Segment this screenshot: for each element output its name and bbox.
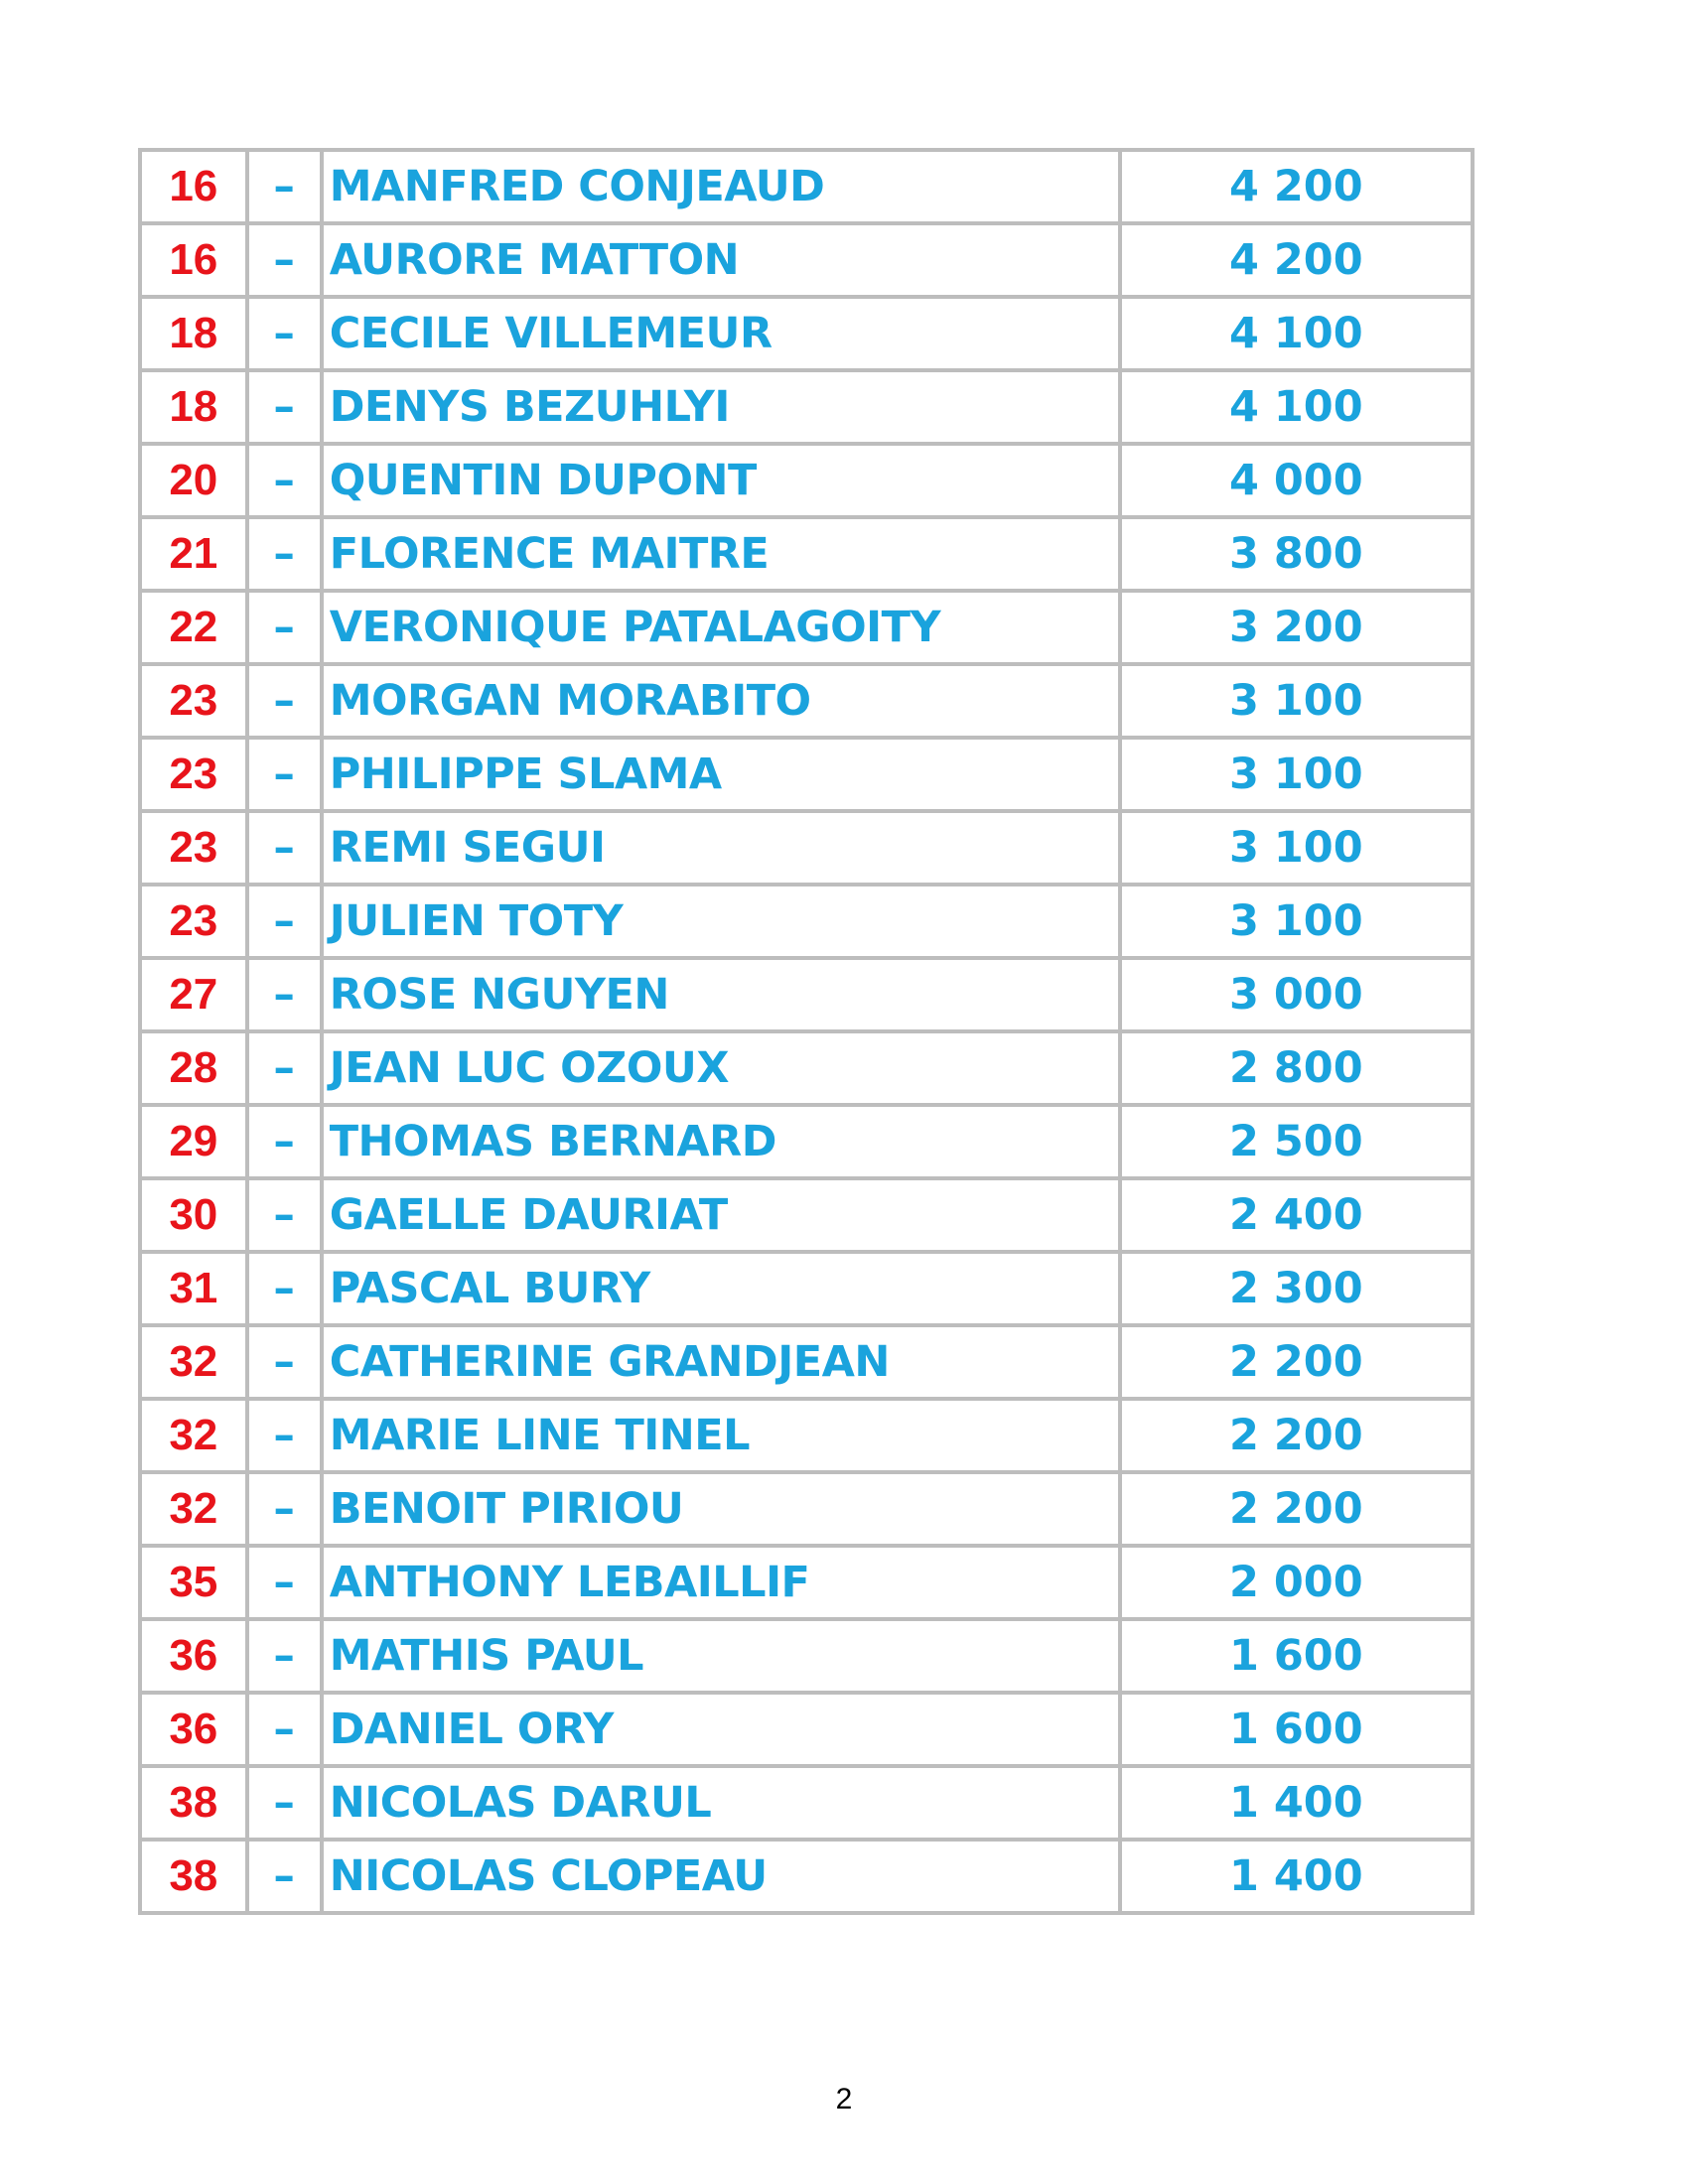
separator-cell: –	[247, 1546, 322, 1619]
table-row	[140, 958, 1473, 1031]
separator-cell: –	[247, 811, 322, 885]
name-cell: PASCAL BURY	[322, 1252, 1120, 1325]
score-cell: 4 100	[1120, 297, 1473, 370]
name-cell: DANIEL ORY	[322, 1693, 1120, 1766]
table-row	[140, 738, 1473, 811]
rank-cell: 18	[140, 297, 247, 370]
table-row	[140, 1840, 1473, 1913]
rank-cell: 29	[140, 1105, 247, 1178]
table-row	[140, 150, 1473, 223]
table-row	[140, 664, 1473, 738]
name-cell: AURORE MATTON	[322, 223, 1120, 297]
separator-cell: –	[247, 223, 322, 297]
name-cell: THOMAS BERNARD	[322, 1105, 1120, 1178]
rank-cell: 16	[140, 223, 247, 297]
table-row	[140, 1693, 1473, 1766]
separator-cell: –	[247, 664, 322, 738]
rank-cell: 23	[140, 811, 247, 885]
separator-cell: –	[247, 370, 322, 444]
separator-cell: –	[247, 1252, 322, 1325]
separator-cell: –	[247, 1325, 322, 1399]
score-cell: 2 200	[1120, 1325, 1473, 1399]
separator-cell: –	[247, 297, 322, 370]
separator-cell: –	[247, 517, 322, 591]
table-row	[140, 1178, 1473, 1252]
ranking-table	[138, 148, 1475, 1915]
rank-cell: 18	[140, 370, 247, 444]
separator-cell: –	[247, 1693, 322, 1766]
separator-cell: –	[247, 1031, 322, 1105]
score-cell: 2 800	[1120, 1031, 1473, 1105]
table-row	[140, 223, 1473, 297]
table-row	[140, 1766, 1473, 1840]
score-cell: 3 100	[1120, 738, 1473, 811]
table-row	[140, 517, 1473, 591]
score-cell: 3 800	[1120, 517, 1473, 591]
score-cell: 2 200	[1120, 1472, 1473, 1546]
table-row	[140, 1031, 1473, 1105]
score-cell: 3 100	[1120, 885, 1473, 958]
table-row	[140, 1546, 1473, 1619]
name-cell: ROSE NGUYEN	[322, 958, 1120, 1031]
score-cell: 1 400	[1120, 1766, 1473, 1840]
table-row	[140, 297, 1473, 370]
separator-cell: –	[247, 150, 322, 223]
separator-cell: –	[247, 1766, 322, 1840]
score-cell: 3 100	[1120, 811, 1473, 885]
name-cell: CECILE VILLEMEUR	[322, 297, 1120, 370]
separator-cell: –	[247, 1472, 322, 1546]
rank-cell: 23	[140, 664, 247, 738]
rank-cell: 22	[140, 591, 247, 664]
name-cell: GAELLE DAURIAT	[322, 1178, 1120, 1252]
score-cell: 4 100	[1120, 370, 1473, 444]
score-cell: 1 400	[1120, 1840, 1473, 1913]
score-cell: 2 300	[1120, 1252, 1473, 1325]
score-cell: 1 600	[1120, 1619, 1473, 1693]
rank-cell: 16	[140, 150, 247, 223]
rank-cell: 32	[140, 1399, 247, 1472]
score-cell: 4 000	[1120, 444, 1473, 517]
name-cell: CATHERINE GRANDJEAN	[322, 1325, 1120, 1399]
table-row	[140, 1252, 1473, 1325]
separator-cell: –	[247, 1619, 322, 1693]
rank-cell: 36	[140, 1619, 247, 1693]
score-cell: 2 500	[1120, 1105, 1473, 1178]
page-number: 2	[835, 2083, 853, 2116]
table-row	[140, 811, 1473, 885]
name-cell: REMI SEGUI	[322, 811, 1120, 885]
separator-cell: –	[247, 1178, 322, 1252]
score-cell: 1 600	[1120, 1693, 1473, 1766]
score-cell: 4 200	[1120, 223, 1473, 297]
name-cell: MATHIS PAUL	[322, 1619, 1120, 1693]
separator-cell: –	[247, 1399, 322, 1472]
name-cell: MANFRED CONJEAUD	[322, 150, 1120, 223]
rank-cell: 21	[140, 517, 247, 591]
table-row	[140, 1325, 1473, 1399]
rank-cell: 23	[140, 738, 247, 811]
table-row	[140, 885, 1473, 958]
score-cell: 2 000	[1120, 1546, 1473, 1619]
name-cell: MORGAN MORABITO	[322, 664, 1120, 738]
rank-cell: 35	[140, 1546, 247, 1619]
rank-cell: 30	[140, 1178, 247, 1252]
name-cell: VERONIQUE PATALAGOITY	[322, 591, 1120, 664]
score-cell: 3 200	[1120, 591, 1473, 664]
table-row	[140, 1472, 1473, 1546]
rank-cell: 32	[140, 1325, 247, 1399]
rank-cell: 27	[140, 958, 247, 1031]
score-cell: 2 200	[1120, 1399, 1473, 1472]
name-cell: DENYS BEZUHLYI	[322, 370, 1120, 444]
name-cell: PHILIPPE SLAMA	[322, 738, 1120, 811]
score-cell: 4 200	[1120, 150, 1473, 223]
name-cell: JULIEN TOTY	[322, 885, 1120, 958]
rank-cell: 31	[140, 1252, 247, 1325]
ranking-table-body	[140, 150, 1473, 1913]
separator-cell: –	[247, 1840, 322, 1913]
name-cell: ANTHONY LEBAILLIF	[322, 1546, 1120, 1619]
table-row	[140, 1399, 1473, 1472]
rank-cell: 20	[140, 444, 247, 517]
name-cell: QUENTIN DUPONT	[322, 444, 1120, 517]
score-cell: 2 400	[1120, 1178, 1473, 1252]
table-row	[140, 1105, 1473, 1178]
name-cell: MARIE LINE TINEL	[322, 1399, 1120, 1472]
name-cell: JEAN LUC OZOUX	[322, 1031, 1120, 1105]
name-cell: FLORENCE MAITRE	[322, 517, 1120, 591]
rank-cell: 28	[140, 1031, 247, 1105]
separator-cell: –	[247, 1105, 322, 1178]
table-row	[140, 1619, 1473, 1693]
rank-cell: 32	[140, 1472, 247, 1546]
table-row	[140, 444, 1473, 517]
score-cell: 3 100	[1120, 664, 1473, 738]
rank-cell: 23	[140, 885, 247, 958]
separator-cell: –	[247, 444, 322, 517]
separator-cell: –	[247, 958, 322, 1031]
rank-cell: 38	[140, 1840, 247, 1913]
name-cell: NICOLAS CLOPEAU	[322, 1840, 1120, 1913]
name-cell: NICOLAS DARUL	[322, 1766, 1120, 1840]
table-row	[140, 591, 1473, 664]
rank-cell: 38	[140, 1766, 247, 1840]
rank-cell: 36	[140, 1693, 247, 1766]
table-row	[140, 370, 1473, 444]
score-cell: 3 000	[1120, 958, 1473, 1031]
name-cell: BENOIT PIRIOU	[322, 1472, 1120, 1546]
separator-cell: –	[247, 591, 322, 664]
separator-cell: –	[247, 738, 322, 811]
separator-cell: –	[247, 885, 322, 958]
